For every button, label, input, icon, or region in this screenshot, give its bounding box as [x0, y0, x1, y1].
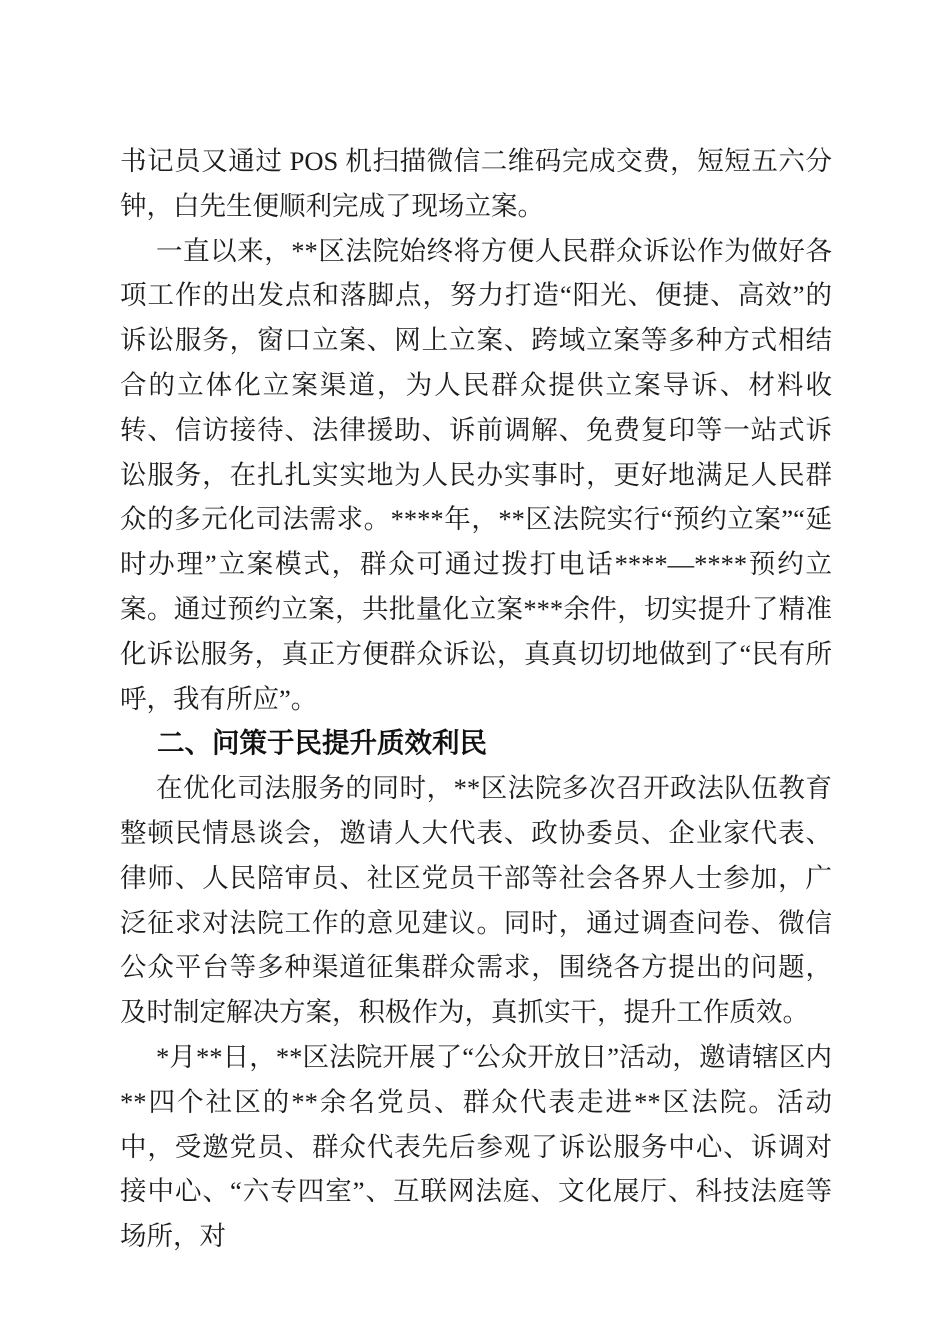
body-paragraph-continuation: 书记员又通过 POS 机扫描微信二维码完成交费，短短五六分钟，白先生便顺利完成了现场立案。 — [120, 146, 832, 221]
body-paragraph: 在优化司法服务的同时，**区法院多次召开政法队伍教育整顿民情恳谈会，邀请人大代表、政协委员、企业家代表、律师、人民陪审员、社区党员干部等社会各界人士参加，广泛征求对法院工作的意见建议。同时，通过调查问卷、微信公众平台等多种渠道征集群众需求，围绕各方提出的问题，及时制定解决方案，积极作为，真抓实干，提升工作质效。 — [120, 773, 832, 1028]
section-heading: 二、问策于民提升质效利民 — [157, 727, 487, 759]
body-paragraph: 一直以来，**区法院始终将方便人民群众诉讼作为做好各项工作的出发点和落脚点，努力打造“阳光、便捷、高效”的诉讼服务，窗口立案、网上立案、跨域立案等多种方式相结合的立体化立案渠道，为人民群众提供立案导诉、材料收转、信访接待、法律援助、诉前调解、免费复印等一站式诉讼服务，在扎扎实实地为人民办实事时，更好地满足人民群众的多元化司法需求。****年，**区法院实行“预约立案”“延时办理”立案模式，群众可通过拨打电话****—****预约立案。通过预约立案，共批量化立案***余件，切实提升了精准化诉讼服务，真正方便群众诉讼，真真切切地做到了“民有所呼，我有所应”。 — [120, 235, 832, 714]
document-content — [120, 139, 832, 1259]
body-paragraph: *月**日，**区法院开展了“公众开放日”活动，邀请辖区内**四个社区的**余名党员、群众代表走进**区法院。活动中，受邀党员、群众代表先后参观了诉讼服务中心、诉调对接中心、“六专四室”、互联网法庭、文化展厅、科技法庭等场所，对 — [120, 1041, 832, 1252]
